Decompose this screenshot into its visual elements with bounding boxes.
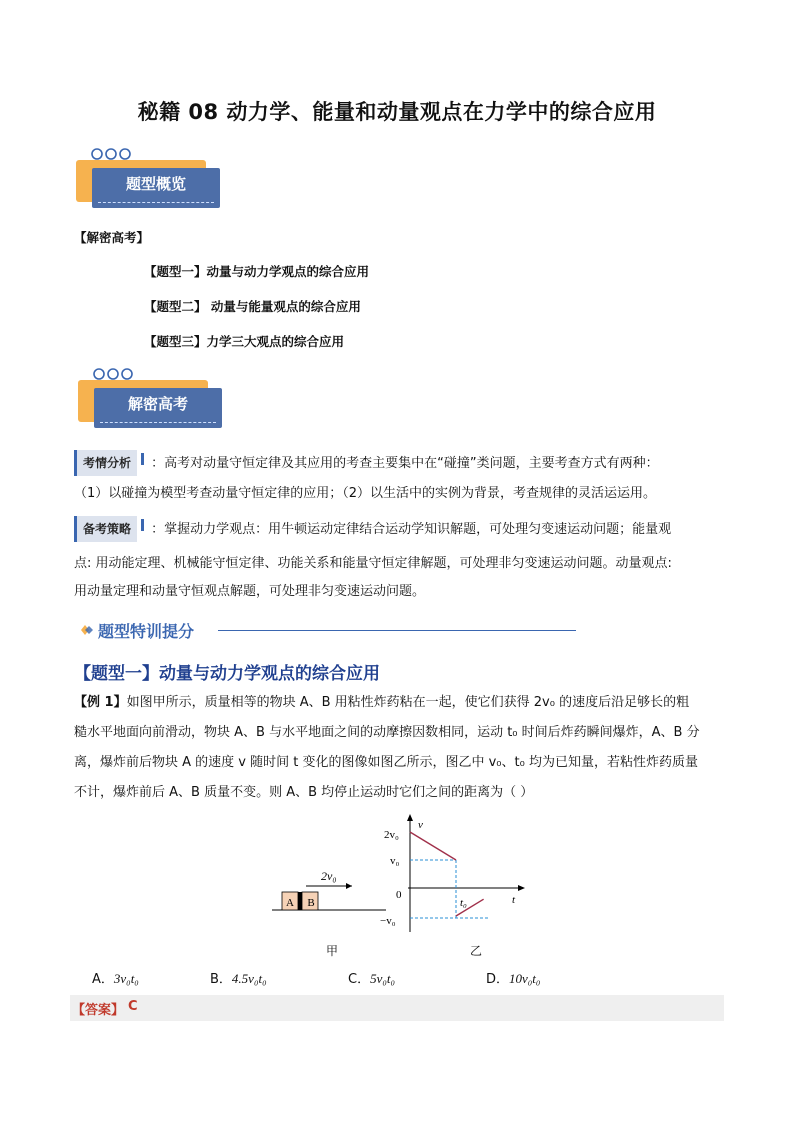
section-badge-overview <box>76 152 226 216</box>
answer-value: C <box>128 999 138 1014</box>
type-item-3: 【题型三】力学三大观点的综合应用 <box>144 334 345 349</box>
caption-jia: 甲 <box>326 944 339 958</box>
beikao-line-2: 点: 用动能定理、机械能守恒定律、功能关系和能量守恒定律解题，可处理非匀变速运动问题。动量观点: <box>74 556 672 571</box>
vt-series-1 <box>410 832 456 860</box>
x-axis-label: t <box>512 894 516 906</box>
explosive <box>298 892 302 910</box>
badge-label: 题型概览 <box>125 175 186 193</box>
answer-label: 【答案】 <box>72 1003 125 1018</box>
tick-2v0: 2v₀ <box>384 829 399 841</box>
y-axis-label: v <box>418 819 423 831</box>
kaoqing-tag: 考情分析 <box>74 450 137 476</box>
section-badge-jiemi <box>78 372 228 436</box>
origin-label: 0 <box>396 889 402 901</box>
tick-neg-v0: −v₀ <box>380 915 396 927</box>
kaoqing-line-2: （1）以碰撞为模型考查动量守恒定律的应用；（2）以生活中的实例为背景，考查规律的灵活运运用。 <box>74 486 657 501</box>
answer-bar <box>70 995 724 1021</box>
beikao-line-3: 用动量定理和动量守恒观点解题，可处理非匀变速运动问题。 <box>74 584 426 599</box>
option-a[interactable]: A．3v₀t₀ <box>92 971 139 987</box>
option-d[interactable]: D．10v₀t₀ <box>486 971 541 987</box>
block-b-label: B <box>307 897 315 909</box>
beikao-tag: 备考策略 <box>74 516 137 542</box>
example-line-4: 不计，爆炸前后 A、B 质量不变。则 A、B 均停止运动时它们之间的距离为（ ） <box>74 785 534 800</box>
tick-v0: v₀ <box>390 855 400 867</box>
option-c[interactable]: C．5v₀t₀ <box>348 971 395 987</box>
section-title: 题型特训提分 <box>98 622 195 641</box>
type1-heading: 【题型一】动量与动力学观点的综合应用 <box>74 664 380 684</box>
type-item-1: 【题型一】动量与动力学观点的综合应用 <box>144 264 370 279</box>
jiemi-label: 【解密高考】 <box>74 230 150 245</box>
option-b[interactable]: B．4.5v₀t₀ <box>210 971 267 987</box>
block-a-label: A <box>286 897 294 909</box>
tick-t0: t₀ <box>460 897 467 909</box>
section-divider <box>218 630 576 631</box>
page-title: 秘籍 08 动力学、能量和动量观点在力学中的综合应用 <box>137 100 657 124</box>
caption-yi: 乙 <box>470 944 483 958</box>
example-line-3: 离，爆炸前后物块 A 的速度 v 随时间 t 变化的图像如图乙所示，图乙中 v₀、t₀ 均为已知量，若粘性炸药质量 <box>74 755 698 770</box>
kaoqing-line-1: 考情分析 ：高考对动量守恒定律及其应用的考查主要集中在“碰撞”类问题，主要考查方式有两种： <box>74 450 754 476</box>
example-line-2: 糙水平地面向前滑动，物块 A、B 与水平地面之间的动摩擦因数相同，运动 t₀ 时间后炸药瞬间爆炸，A、B 分 <box>74 725 700 740</box>
diamond-icon <box>76 622 94 638</box>
figure-yi <box>380 810 530 936</box>
beikao-line-1: 备考策略 ：掌握动力学观点：用牛顿运动定律结合运动学知识解题，可处理匀变速运动问题；能量观 <box>74 516 671 542</box>
type-item-2: 【题型二】 动量与能量观点的综合应用 <box>144 299 361 314</box>
velocity-label: 2v₀ <box>321 869 337 883</box>
figure-jia <box>266 858 392 918</box>
example-line-1: 【例 1】如图甲所示，质量相等的物块 A、B 用粘性炸药粘在一起，使它们获得 2v₀ 的速度后沿足够长的粗 <box>74 695 690 710</box>
badge-label: 解密高考 <box>127 395 188 413</box>
